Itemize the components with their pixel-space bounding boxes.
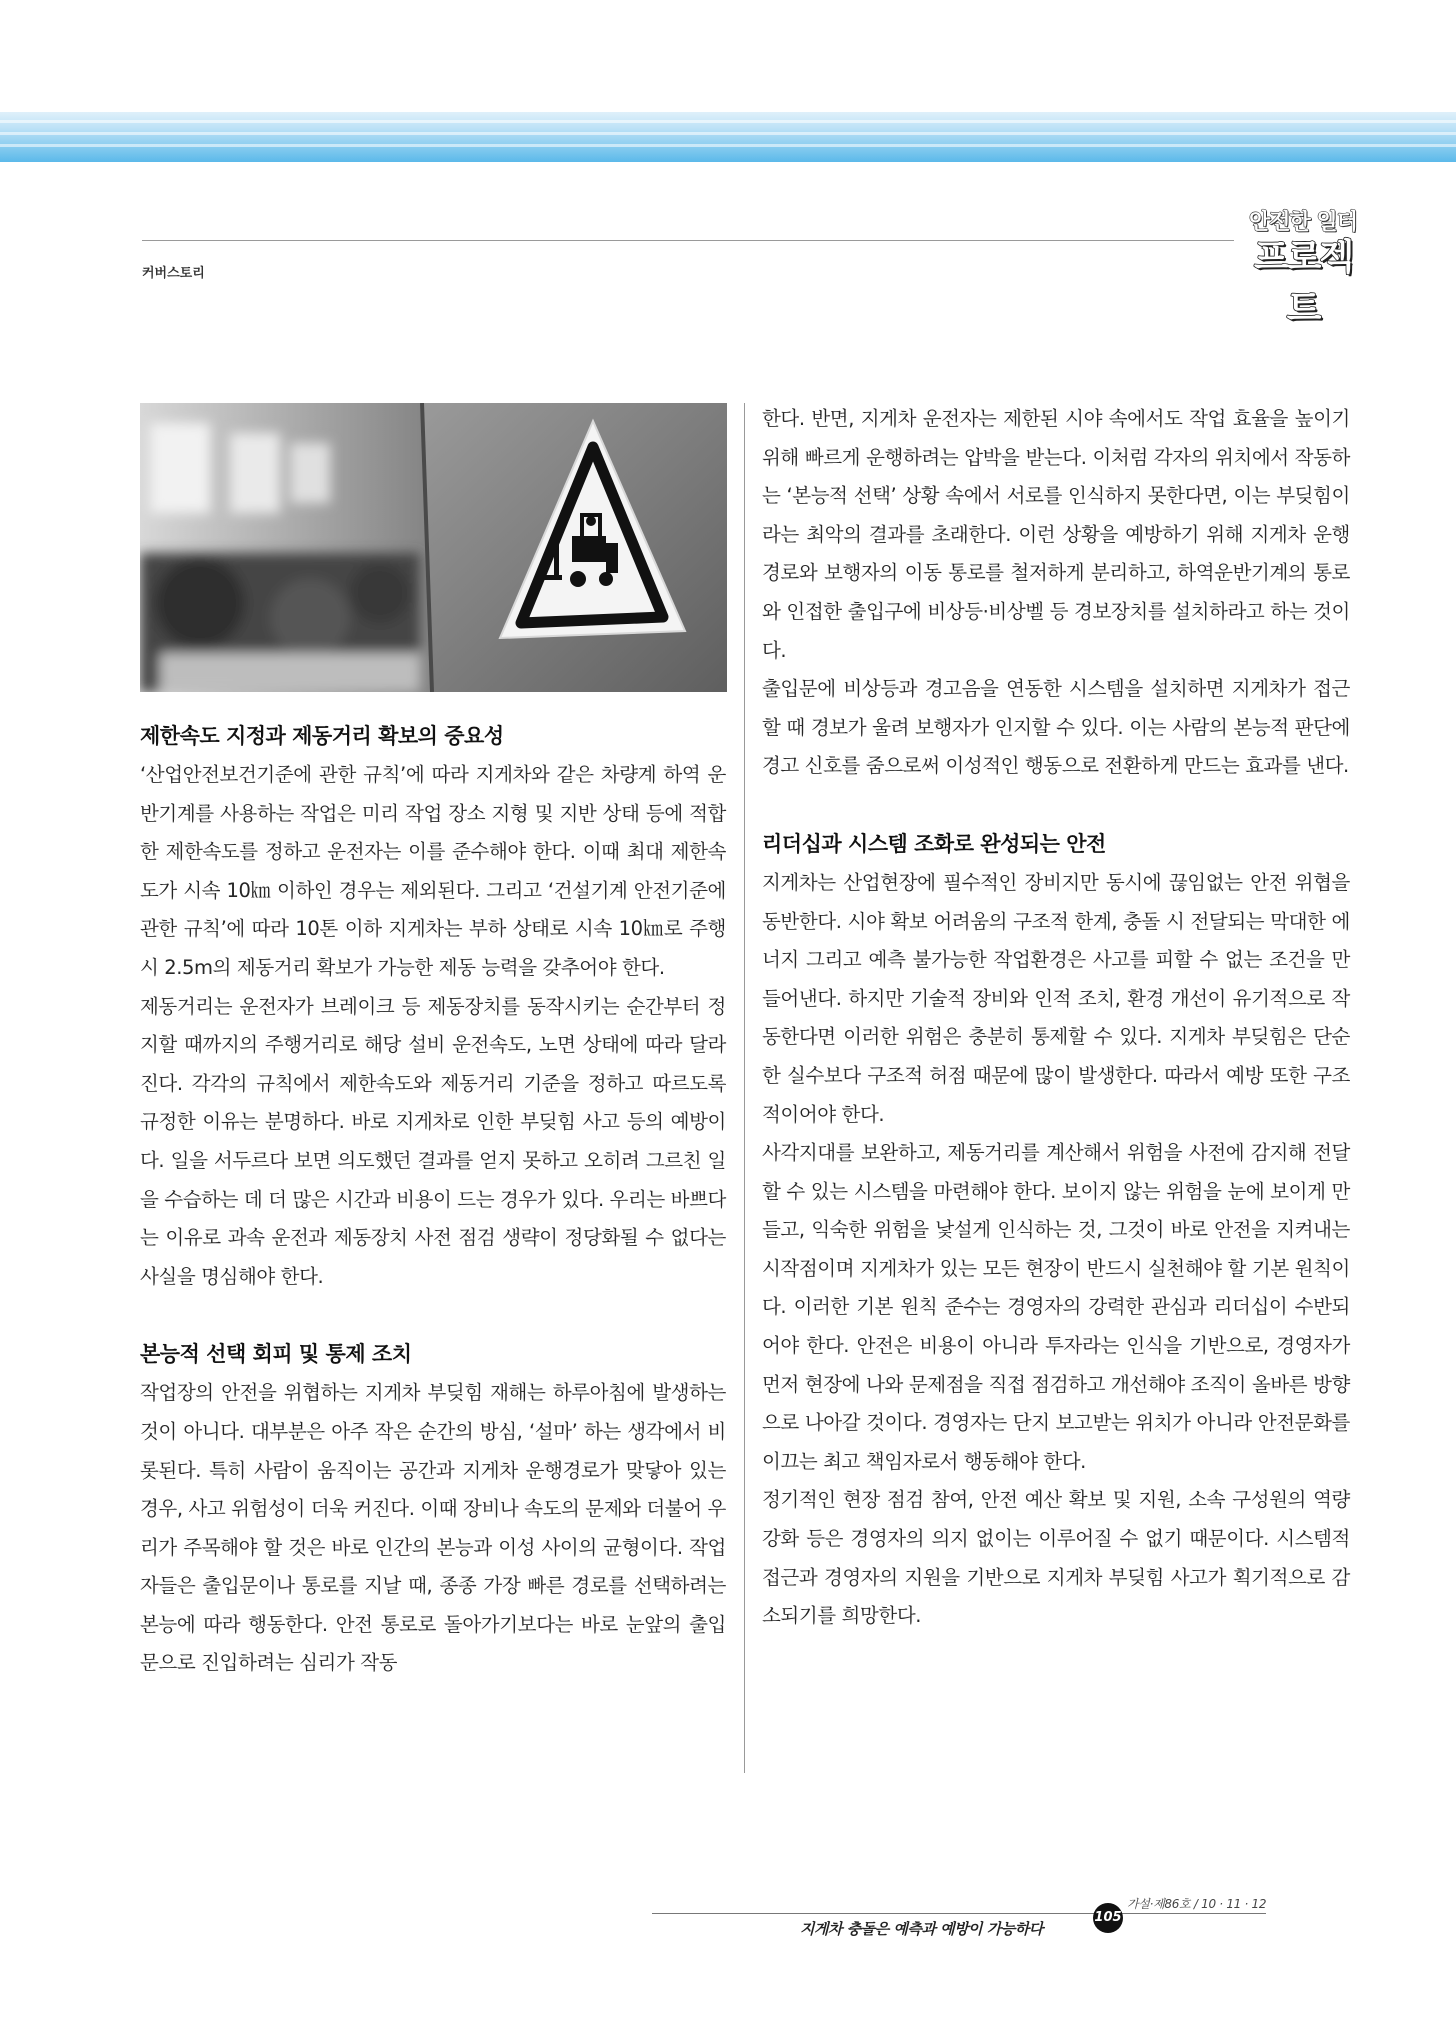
heading-speed-limit: 제한속도 지정과 제동거리 확보의 중요성 (140, 724, 504, 748)
right-column (762, 400, 1350, 1636)
heading-leadership-system: 리더십과 시스템 조화로 완성되는 안전 (762, 831, 1106, 856)
paragraph: ‘산업안전보건기준에 관한 규칙’에 따라 지게차와 같은 차량계 하역 운반기계를 사용하는 작업은 미리 작업 장소 지형 및 지반 상태 등에 적합한 제한속도를 정하고 운전자는 이를 준수해야 한다. 이때 최대 제한속도가 시속 10㎞ 이하인 경우는 제외된다. 그리고 ‘건설기계 안전기준에 관한 규칙’에 따라 10톤 이하 지게차는 부하 상태로 시속 10㎞로 주행 시 2.5m의 제동거리 확보가 가능한 제동 능력을 갖추어야 한다. (140, 763, 726, 979)
top-decorative-band (0, 112, 1456, 162)
paragraph: 작업장의 안전을 위협하는 지게차 부딪힘 재해는 하루아침에 발생하는 것이 아니다. 대부분은 아주 작은 순간의 방심, ‘설마’ 하는 생각에서 비롯된다. 특히 사람이 움직이는 공간과 지게차 운행경로가 맞닿아 있는 경우, 사고 위험성이 더욱 커진다. 이때 장비나 속도의 문제와 더불어 우리가 주목해야 할 것은 바로 인간의 본능과 이성 사이의 균형이다. 작업자들은 출입문이나 통로를 지날 때, 종종 가장 빠른 경로를 선택하려는 본능에 따라 행동한다. 안전 통로로 돌아가기보다는 바로 눈앞의 출입문으로 진입하려는 심리가 작동 (140, 1381, 726, 1675)
forklift-warning-sign-icon (140, 403, 727, 692)
left-column (140, 716, 726, 1683)
paragraph: 지게차는 산업현장에 필수적인 장비지만 동시에 끊임없는 안전 위협을 동반한다. 시야 확보 어려움의 구조적 한계, 충돌 시 전달되는 막대한 에너지 그리고 예측 불가능한 작업환경은 사고를 피할 수 없는 조건을 만들어낸다. 하지만 기술적 장비와 인적 조치, 환경 개선이 유기적으로 작동한다면 이러한 위험은 충분히 통제할 수 있다. 지게차 부딪힘은 단순한 실수보다 구조적 허점 때문에 많이 발생한다. 따라서 예방 또한 구조적이어야 한다. (762, 870, 1350, 1126)
paragraph: 제동거리는 운전자가 브레이크 등 제동장치를 동작시키는 순간부터 정지할 때까지의 주행거리로 해당 설비 운전속도, 노면 상태에 따라 달라진다. 각각의 규칙에서 제한속도와 제동거리 기준을 정하고 따르도록 규정한 이유는 분명하다. 바로 지게차로 인한 부딪힘 사고 등의 예방이다. 일을 서두르다 보면 의도했던 결과를 얻지 못하고 오히려 그르친 일을 수습하는 데 더 많은 시간과 비용이 드는 경우가 있다. 우리는 바쁘다는 이유로 과속 운전과 제동장치 사전 점검 생략이 정당화될 수 없다는 사실을 명심해야 한다. (140, 994, 726, 1288)
project-logo (1246, 205, 1360, 329)
header-rule (142, 240, 1234, 241)
paragraph: 정기적인 현장 점검 참여, 안전 예산 확보 및 지원, 소속 구성원의 역량 강화 등은 경영자의 의지 없이는 이루어질 수 없기 때문이다. 시스템적 접근과 경영자의 지원을 기반으로 지게차 부딪힘 사고가 획기적으로 감소되기를 희망한다. (762, 1488, 1350, 1628)
logo-line2: 프로젝트 (1253, 237, 1353, 329)
paragraph: 출입문에 비상등과 경고음을 연동한 시스템을 설치하면 지게차가 접근할 때 경보가 울려 보행자가 인지할 수 있다. 이는 사람의 본능적 판단에 경고 신호를 줌으로써 이성적인 행동으로 전환하게 만드는 효과를 낸다. (762, 677, 1350, 778)
column-divider (744, 403, 745, 1773)
footer-rule (652, 1913, 1266, 1914)
page-number: 105 (1093, 1903, 1123, 1933)
logo-line1: 안전한 일터 (1249, 210, 1357, 235)
section-label: 커버스토리 (142, 266, 205, 281)
paragraph: 한다. 반면, 지게차 운전자는 제한된 시야 속에서도 작업 효율을 높이기 위해 빠르게 운행하려는 압박을 받는다. 이처럼 각자의 위치에서 작동하는 ‘본능적 선택’ 상황 속에서 서로를 인식하지 못한다면, 이는 부딪힘이라는 최악의 결과를 초래한다. 이런 상황을 예방하기 위해 지게차 운행경로와 보행자의 이동 통로를 철저하게 분리하고, 하역운반기계의 통로와 인접한 출입구에 비상등·비상벨 등 경보장치를 설치하라고 하는 것이다. (762, 407, 1350, 662)
forklift-warning-photo (140, 403, 727, 692)
heading-instinct-control: 본능적 선택 회피 및 통제 조치 (140, 1342, 412, 1367)
paragraph: 사각지대를 보완하고, 제동거리를 계산해서 위험을 사전에 감지해 전달할 수 있는 시스템을 마련해야 한다. 보이지 않는 위험을 눈에 보이게 만들고, 익숙한 위험을 낯설게 인식하는 것, 그것이 바로 안전을 지켜내는 시작점이며 지게차가 있는 모든 현장이 반드시 실천해야 할 기본 원칙이다. 이러한 기본 원칙 준수는 경영자의 강력한 관심과 리더십이 수반되어야 한다. 안전은 비용이 아니라 투자라는 인식을 기반으로, 경영자가 먼저 현장에 나와 문제점을 직접 점검하고 개선해야 조직이 올바른 방향으로 나아갈 것이다. 경영자는 단지 보고받는 위치가 아니라 안전문화를 이끄는 최고 책임자로서 행동해야 한다. (762, 1141, 1350, 1473)
issue-info: 가설·제86호 / 10 · 11 · 12 (1127, 1897, 1267, 1911)
footer-tagline: 지게차 충돌은 예측과 예방이 가능하다 (800, 1920, 1043, 1938)
